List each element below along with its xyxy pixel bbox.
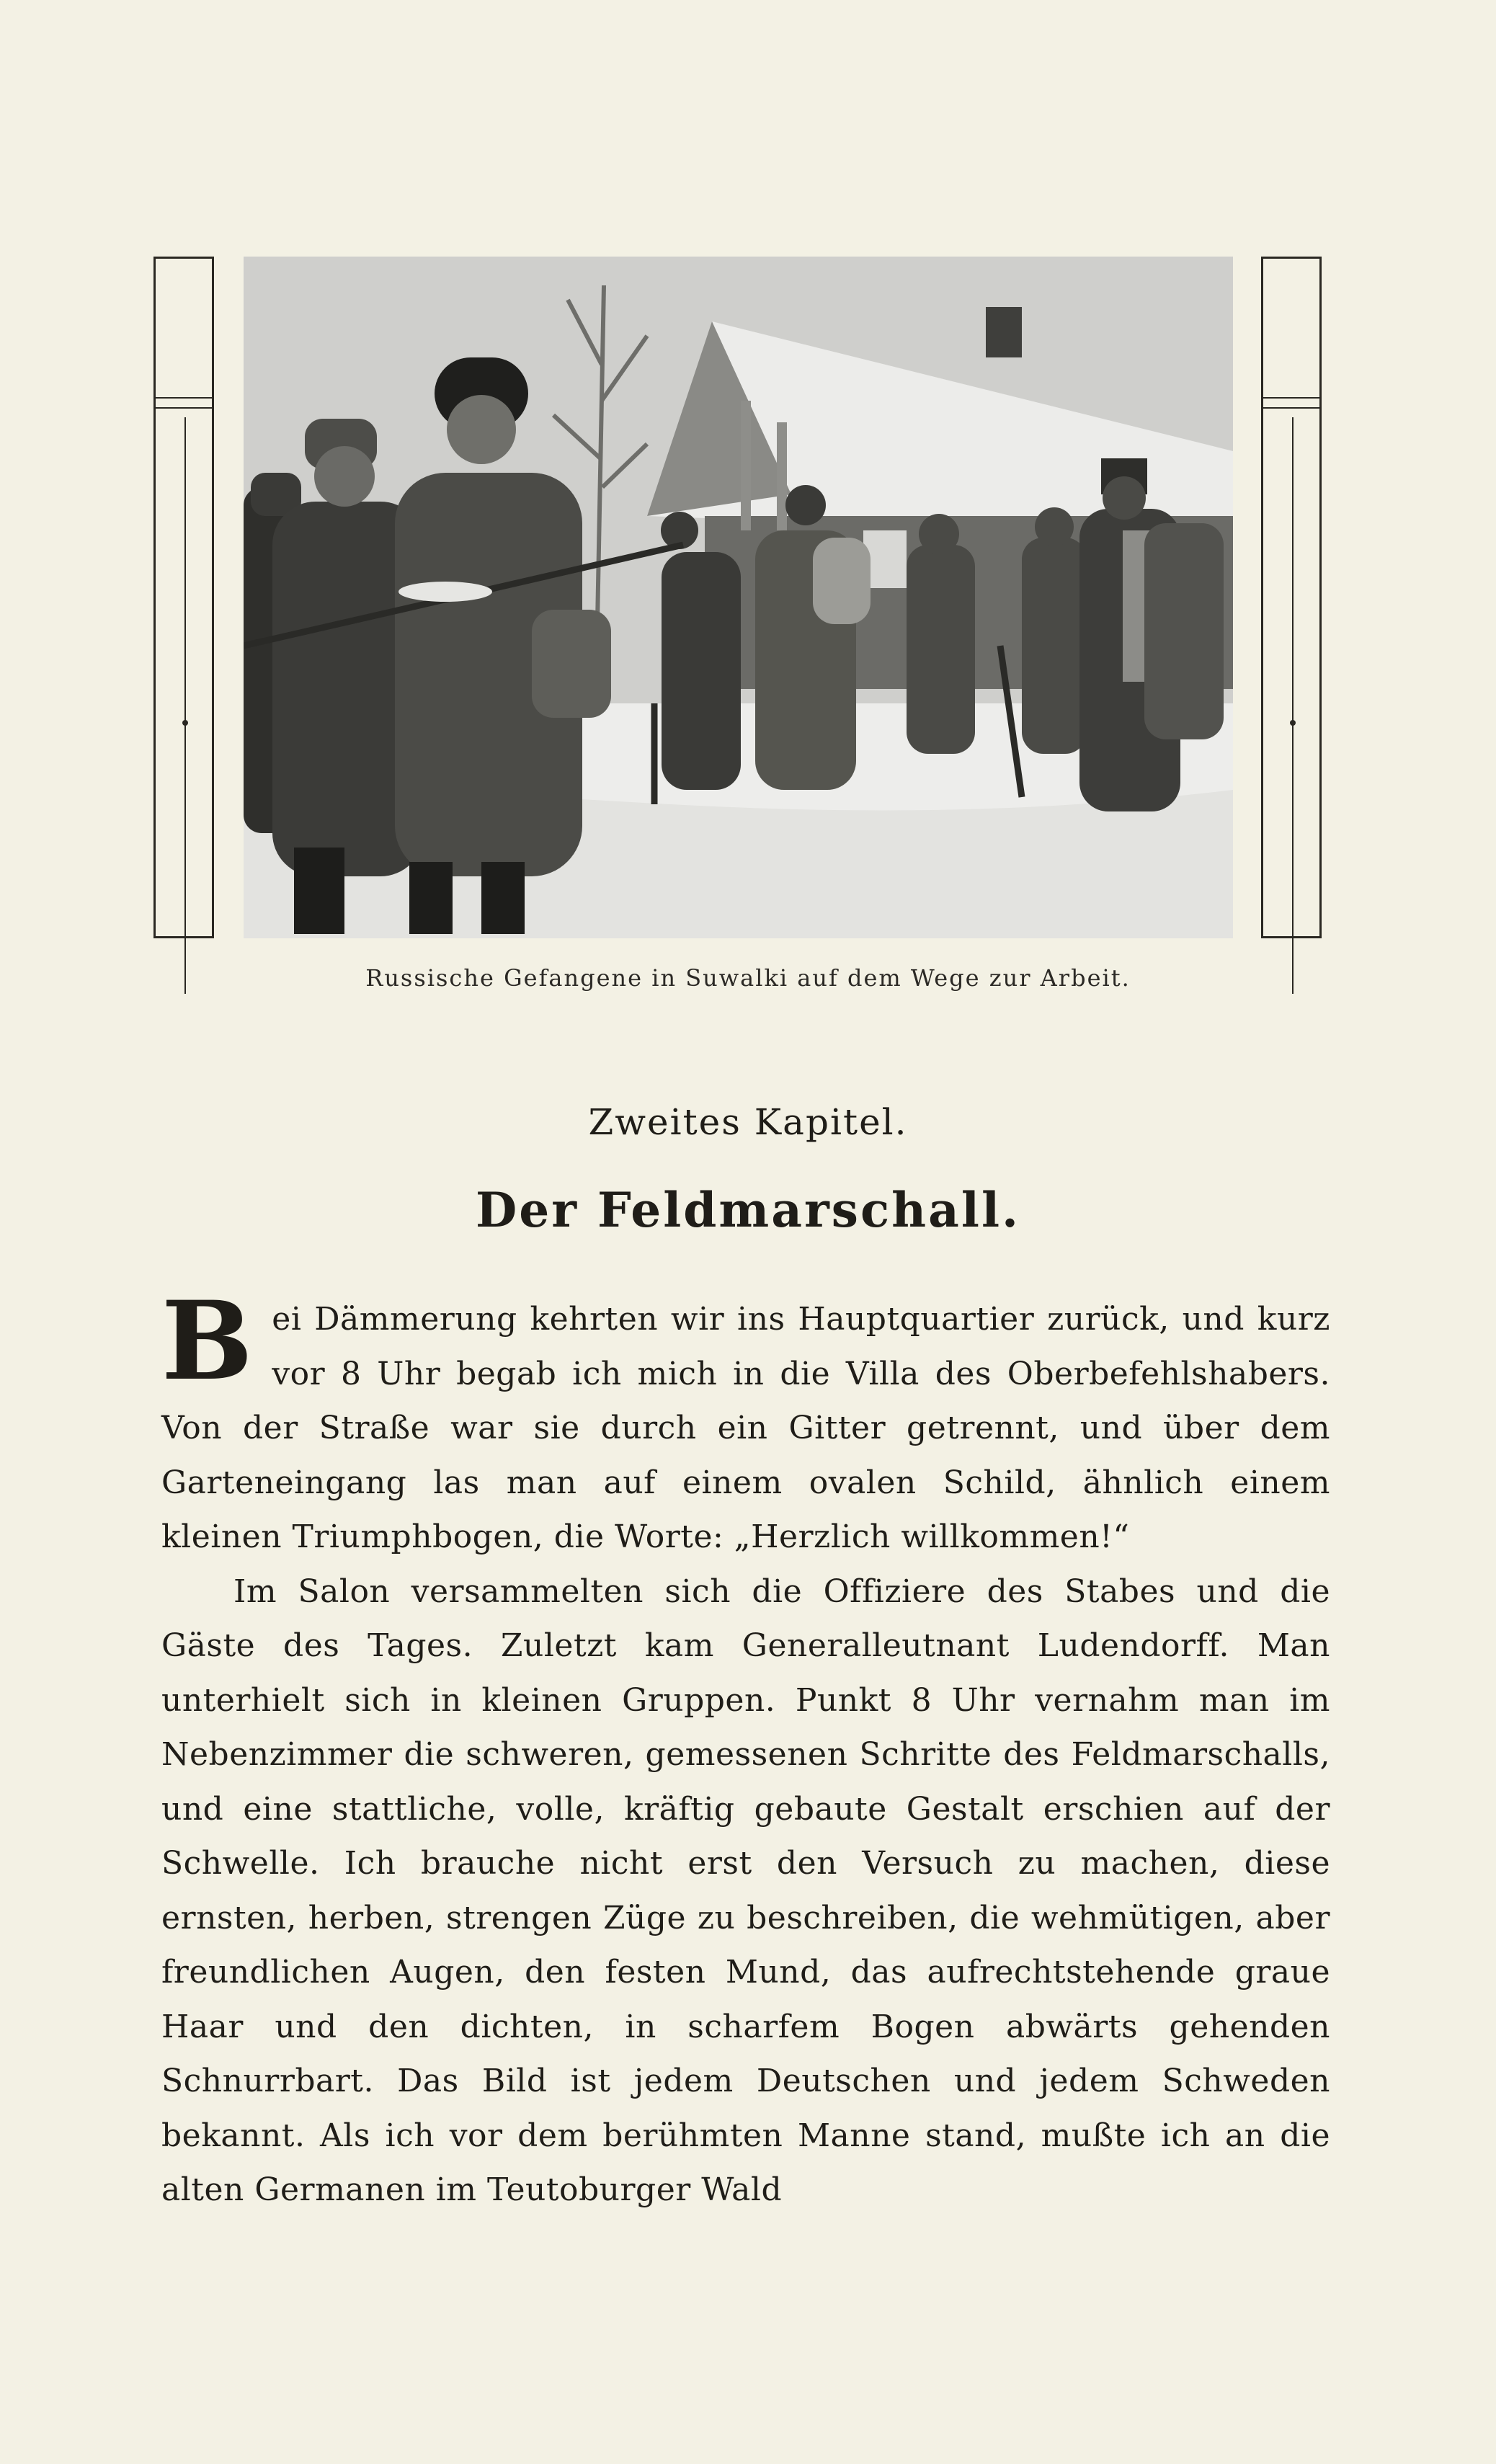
chapter-label: Zweites Kapitel.: [588, 1101, 908, 1143]
photo-illustration: [244, 257, 1233, 938]
chapter-body: [161, 1278, 1330, 2218]
paragraph-1-text: ei Dämmerung kehrten wir ins Hauptquartier zurück, und kurz vor 8 Uhr begab ich mich in die Villa des Oberbefehlshabers. Von der Straße war sie durch ein Gitter getrennt, und über dem Garteneingang las man auf einem ovalen Schild, ähnlich einem kleinen Triumphbogen, die Worte: „Herzlich willkommen!“: [161, 1301, 1330, 1555]
paragraph-1: [161, 1278, 1330, 1565]
right-ornament-frame: [1261, 257, 1322, 938]
drop-cap: B: [161, 1278, 254, 1405]
photograph-prisoners: [244, 257, 1233, 938]
chapter-title: Der Feldmarschall.: [475, 1182, 1021, 1238]
photo-caption: Russische Gefangene in Suwalki auf dem Wege zur Arbeit.: [365, 964, 1131, 992]
paragraph-2: Im Salon versammelten sich die Offiziere des Stabes und die Gäste des Tages. Zuletzt kam Generalleutnant Ludendorff. Man unterhielt sich in kleinen Gruppen. Punkt 8 Uhr vernahm man im Nebenzimmer die schweren, gemessenen Schritte des Feldmarschalls, und eine stattliche, volle, kräftig gebaute Gestalt erschien auf der Schwelle. Ich brauche nicht erst den Versuch zu machen, diese ernsten, herben, strengen Züge zu beschreiben, die wehmütigen, aber freundlichen Augen, den festen Mund, das aufrechtstehende graue Haar und den dichten, in scharfem Bogen abwärts gehenden Schnurrbart. Das Bild ist jedem Deutschen und jedem Schweden bekannt. Als ich vor dem berühmten Manne stand, mußte ich an die alten Germanen im Teutoburger Wald: [161, 1573, 1330, 2208]
left-ornament-frame: [153, 257, 214, 938]
